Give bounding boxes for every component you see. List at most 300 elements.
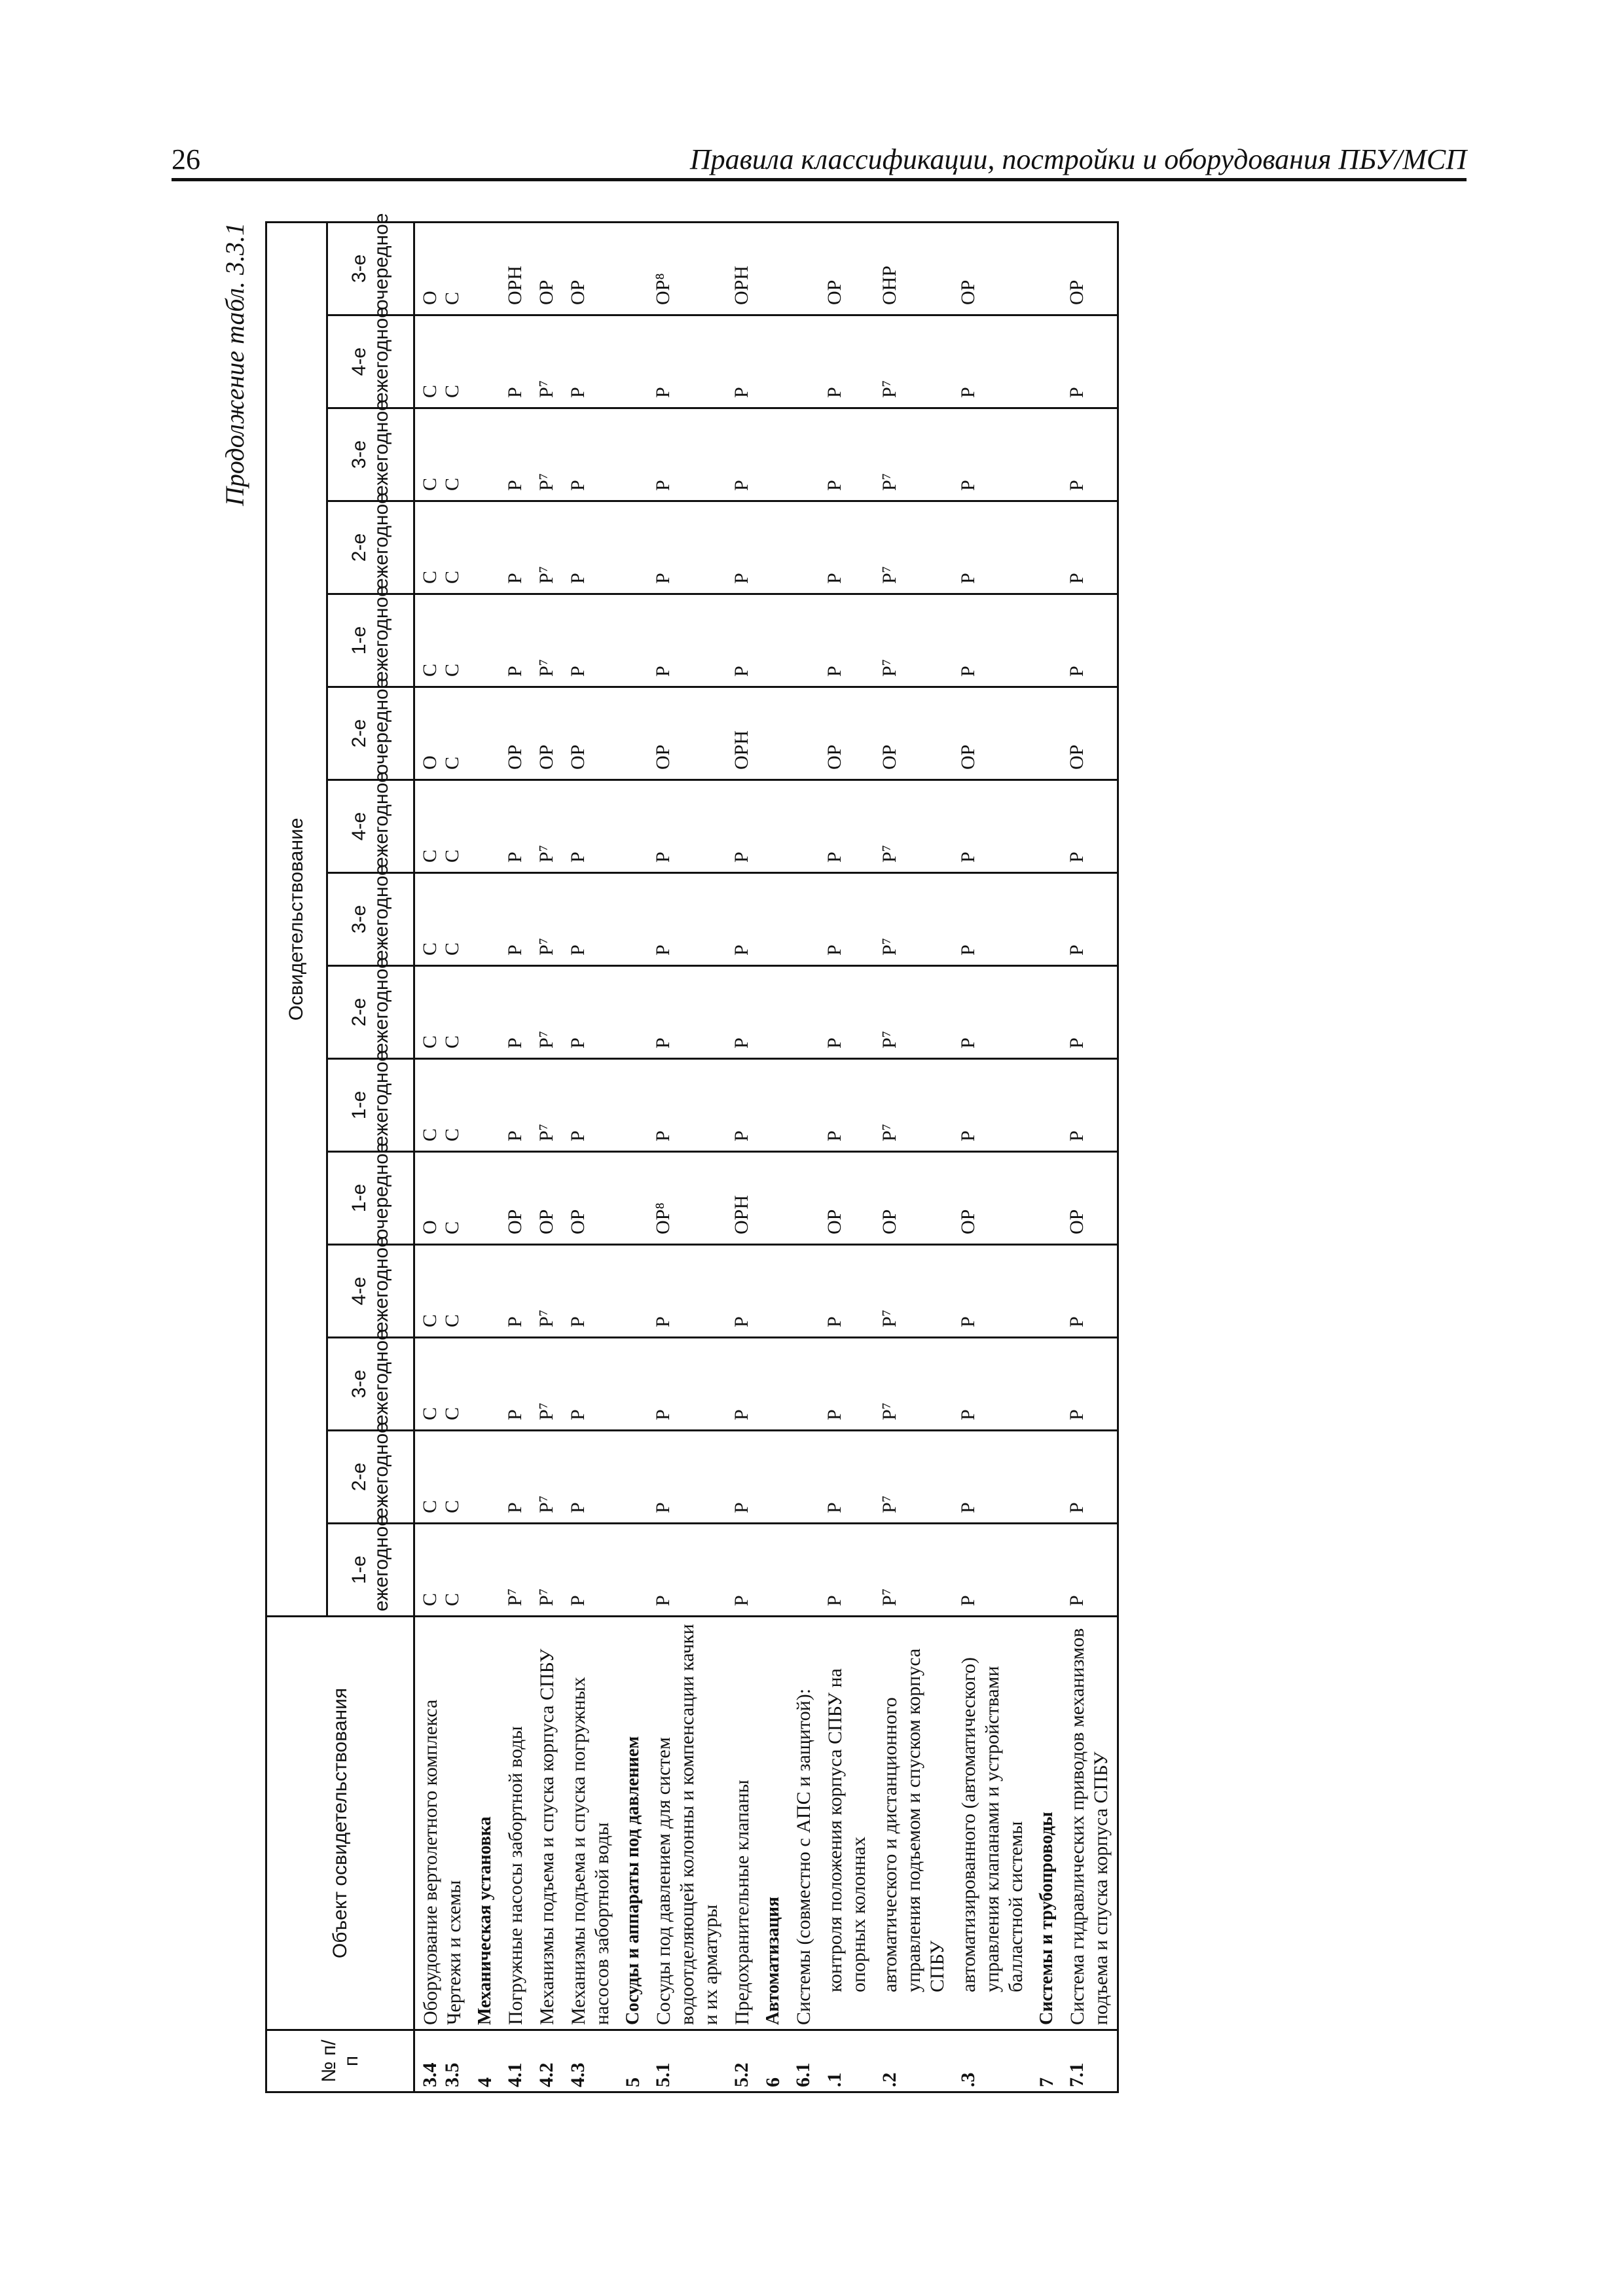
row-object <box>788 1617 820 2030</box>
survey-cell <box>618 1245 648 1338</box>
survey-cell: Р <box>820 1524 875 1617</box>
survey-cell: Р⁷ <box>875 1338 953 1431</box>
survey-cell: С С <box>414 873 471 966</box>
col-header-number: № п/п <box>266 2030 414 2092</box>
survey-cell <box>758 594 788 687</box>
survey-cell: Р <box>500 1059 532 1152</box>
survey-cell <box>758 315 788 408</box>
survey-cell <box>758 1152 788 1245</box>
survey-cell <box>1032 687 1062 780</box>
table-row <box>788 222 820 2092</box>
col-header-survey-9: 4-е ежегодное <box>327 780 414 873</box>
survey-cell <box>1032 1338 1062 1431</box>
survey-cell: Р <box>820 966 875 1059</box>
survey-cell <box>758 780 788 873</box>
survey-cell <box>758 222 788 315</box>
row-object <box>532 1617 563 2030</box>
survey-cell: Р <box>500 1338 532 1431</box>
survey-cell: Р⁷ <box>875 780 953 873</box>
survey-cell <box>618 966 648 1059</box>
table-row <box>875 222 953 2092</box>
survey-cell: Р <box>500 1431 532 1524</box>
survey-cell: Р <box>820 873 875 966</box>
survey-cell: ОР <box>563 1152 618 1245</box>
survey-cell: ОНР <box>875 222 953 315</box>
row-object-text: Механизмы подъема и спуска корпуса СПБУ <box>536 1648 558 2025</box>
survey-cell: Р <box>648 1431 727 1524</box>
survey-cell: Р⁷ <box>500 1524 532 1617</box>
row-object <box>953 1617 1032 2030</box>
survey-cell: Р <box>500 594 532 687</box>
table-row <box>618 222 648 2092</box>
table-row <box>500 222 532 2092</box>
col-header-survey-group: Освидетельствование <box>266 222 327 1616</box>
col-header-survey-3: 3-е ежегодное <box>327 1338 414 1431</box>
survey-cell: Р <box>953 315 1032 408</box>
survey-cell: Р <box>953 1059 1032 1152</box>
row-number: .3 <box>953 2030 1032 2092</box>
row-number: 7 <box>1032 2030 1062 2092</box>
survey-cell: Р <box>1062 966 1118 1059</box>
survey-cell <box>788 1152 820 1245</box>
survey-cell: ОРН <box>727 1152 758 1245</box>
survey-cell <box>758 687 788 780</box>
survey-cell <box>788 1245 820 1338</box>
survey-cell: Р <box>820 1338 875 1431</box>
row-number: 4.3 <box>563 2030 618 2092</box>
survey-cell <box>1032 1059 1062 1152</box>
survey-cell: С С <box>414 501 471 594</box>
survey-cell: Р⁷ <box>532 1245 563 1338</box>
survey-cell: Р <box>1062 1245 1118 1338</box>
survey-cell: Р⁷ <box>875 966 953 1059</box>
survey-cell: Р⁷ <box>875 501 953 594</box>
table-row <box>1032 222 1062 2092</box>
survey-cell: Р <box>1062 1059 1118 1152</box>
survey-cell: Р <box>727 315 758 408</box>
survey-cell: Р⁷ <box>532 408 563 501</box>
survey-cell: Р <box>1062 780 1118 873</box>
survey-cell <box>788 408 820 501</box>
survey-cell <box>618 222 648 315</box>
row-object <box>727 1617 758 2030</box>
survey-cell: Р <box>648 408 727 501</box>
col-header-survey-8: 3-е ежегодное <box>327 873 414 966</box>
survey-table <box>265 213 1119 2093</box>
survey-cell: Р <box>563 501 618 594</box>
row-object <box>563 1617 618 2030</box>
survey-cell <box>618 873 648 966</box>
survey-cell: Р <box>1062 315 1118 408</box>
survey-cell: ОР <box>875 687 953 780</box>
row-object <box>414 1617 471 2030</box>
table-row <box>758 222 788 2092</box>
survey-cell: ОР <box>820 1152 875 1245</box>
table-row <box>820 222 875 2092</box>
survey-cell: ОР⁸ <box>648 222 727 315</box>
survey-cell <box>788 1431 820 1524</box>
survey-cell: Р <box>1062 501 1118 594</box>
survey-cell: Р <box>727 780 758 873</box>
row-object <box>648 1617 727 2030</box>
survey-cell: Р⁷ <box>532 966 563 1059</box>
row-number: 5 <box>618 2030 648 2092</box>
survey-cell <box>618 1524 648 1617</box>
row-number: 5.2 <box>727 2030 758 2092</box>
survey-cell: ОРН <box>727 222 758 315</box>
row-object-text: контроля положения корпуса СПБУ на опорных колоннах <box>824 1668 869 1992</box>
survey-cell: Р <box>500 501 532 594</box>
survey-cell: ОР <box>500 1152 532 1245</box>
col-header-object: Объект освидетельствования <box>266 1617 414 2030</box>
survey-cell <box>1032 1245 1062 1338</box>
row-object <box>1062 1617 1118 2030</box>
survey-cell: ОР <box>875 1152 953 1245</box>
survey-cell: Р <box>820 1431 875 1524</box>
survey-cell <box>618 501 648 594</box>
row-object-text: Оборудование вертолетного комплекса Чертежи и схемы <box>420 1699 465 2025</box>
survey-cell: Р <box>648 1524 727 1617</box>
row-number: 6.1 <box>788 2030 820 2092</box>
survey-cell: Р <box>727 1059 758 1152</box>
survey-cell: С С <box>414 1338 471 1431</box>
col-header-survey-10: 2-е очередное <box>327 687 414 780</box>
survey-cell: Р <box>563 408 618 501</box>
survey-cell: Р <box>563 873 618 966</box>
survey-cell: Р <box>648 1338 727 1431</box>
survey-cell <box>618 408 648 501</box>
row-object <box>875 1617 953 2030</box>
survey-cell: Р <box>1062 1431 1118 1524</box>
survey-cell: Р <box>563 315 618 408</box>
survey-cell: Р <box>953 1431 1032 1524</box>
col-header-survey-15: 3-е очередное <box>327 222 414 315</box>
col-header-survey-4: 4-е ежегодное <box>327 1245 414 1338</box>
table-row <box>648 222 727 2092</box>
table-continuation-label: Продолжение табл. 3.3.1 <box>220 223 249 507</box>
row-number: 4.1 <box>500 2030 532 2092</box>
survey-cell <box>758 1059 788 1152</box>
survey-cell: Р⁷ <box>532 1431 563 1524</box>
survey-cell: Р <box>820 1059 875 1152</box>
survey-cell: ОР <box>648 687 727 780</box>
survey-cell: Р <box>727 873 758 966</box>
survey-cell: Р <box>648 1059 727 1152</box>
survey-cell <box>1032 222 1062 315</box>
row-object-text: Механическая установка <box>475 1816 495 2025</box>
survey-cell: Р <box>648 966 727 1059</box>
survey-cell: Р <box>648 501 727 594</box>
survey-cell: С С <box>414 1431 471 1524</box>
row-object-text: автоматизированного (автоматического) управления клапанами и устройствами балластной системы <box>958 1657 1027 1992</box>
survey-cell <box>758 1524 788 1617</box>
survey-cell: Р⁷ <box>532 594 563 687</box>
survey-cell <box>1032 966 1062 1059</box>
survey-cell <box>1032 1524 1062 1617</box>
row-object <box>758 1617 788 2030</box>
survey-cell: Р <box>727 501 758 594</box>
survey-cell <box>788 1059 820 1152</box>
survey-cell: Р <box>500 408 532 501</box>
rotated-table-container <box>219 213 1466 2093</box>
row-object-text: Погружные насосы забортной воды <box>505 1726 526 2025</box>
survey-cell: Р⁷ <box>875 873 953 966</box>
table-row <box>532 222 563 2092</box>
survey-cell <box>1032 1152 1062 1245</box>
survey-cell <box>1032 1431 1062 1524</box>
survey-cell <box>788 222 820 315</box>
col-header-survey-12: 2-е ежегодное <box>327 501 414 594</box>
col-header-survey-13: 3-е ежегодное <box>327 408 414 501</box>
survey-cell: Р <box>563 780 618 873</box>
survey-cell <box>618 594 648 687</box>
survey-cell: ОР⁸ <box>648 1152 727 1245</box>
row-number: 4 <box>470 2030 500 2092</box>
survey-cell: С С <box>414 1059 471 1152</box>
row-number: 4.2 <box>532 2030 563 2092</box>
survey-cell: Р <box>648 315 727 408</box>
table-row <box>414 222 471 2092</box>
survey-cell: Р <box>953 966 1032 1059</box>
survey-cell: Р <box>953 1338 1032 1431</box>
survey-cell: С С <box>414 966 471 1059</box>
row-object-text: Механизмы подъема и спуска погружных насосов забортной воды <box>568 1677 613 2025</box>
survey-cell: Р <box>648 873 727 966</box>
survey-cell <box>1032 780 1062 873</box>
survey-cell: ОР <box>953 222 1032 315</box>
survey-cell <box>788 780 820 873</box>
row-number: 6 <box>758 2030 788 2092</box>
survey-cell <box>788 1524 820 1617</box>
survey-cell: ОР <box>820 687 875 780</box>
survey-cell: ОР <box>1062 1152 1118 1245</box>
row-number: 3.4 3.5 <box>414 2030 471 2092</box>
survey-cell: С С <box>414 1245 471 1338</box>
survey-cell <box>470 222 500 315</box>
row-object-text: Системы и трубопроводы <box>1036 1812 1057 2025</box>
survey-cell <box>470 408 500 501</box>
survey-cell <box>788 315 820 408</box>
survey-cell: Р <box>648 594 727 687</box>
table-row <box>563 222 618 2092</box>
survey-cell: Р <box>1062 1338 1118 1431</box>
survey-cell: Р⁷ <box>875 1431 953 1524</box>
survey-cell: Р⁷ <box>532 1524 563 1617</box>
survey-cell <box>1032 315 1062 408</box>
survey-cell: Р <box>500 873 532 966</box>
row-object-text: Сосуды под давлением для систем водоотделяющей колонны и компенсации качки и их арматуры <box>653 1624 721 2025</box>
survey-cell: Р <box>953 594 1032 687</box>
survey-cell: С С <box>414 315 471 408</box>
survey-cell: ОР <box>500 687 532 780</box>
survey-cell: Р <box>500 315 532 408</box>
col-header-survey-6: 1-е ежегодное <box>327 1059 414 1152</box>
survey-cell: ОР <box>563 222 618 315</box>
survey-cell: Р <box>563 966 618 1059</box>
survey-cell: Р <box>820 780 875 873</box>
row-object-text: автоматического и дистанционного управления подъемом и спуском корпуса СПБУ <box>879 1648 948 1992</box>
col-header-survey-5: 1-е очередное <box>327 1152 414 1245</box>
survey-cell <box>470 1431 500 1524</box>
survey-cell <box>470 1338 500 1431</box>
survey-cell: ОР <box>820 222 875 315</box>
survey-cell: Р <box>820 594 875 687</box>
col-header-survey-7: 2-е ежегодное <box>327 966 414 1059</box>
page-header <box>172 143 1467 182</box>
col-header-survey-11: 1-е ежегодное <box>327 594 414 687</box>
row-object-text: Система гидравлических приводов механизмов подъема и спуска корпуса СПБУ <box>1067 1628 1112 2025</box>
survey-cell <box>470 315 500 408</box>
row-object <box>470 1617 500 2030</box>
table-row <box>953 222 1032 2092</box>
survey-cell <box>758 1338 788 1431</box>
survey-cell: Р <box>953 1524 1032 1617</box>
survey-cell: Р <box>563 1431 618 1524</box>
survey-cell: Р <box>820 408 875 501</box>
col-header-survey-14: 4-е ежегодное <box>327 315 414 408</box>
survey-cell <box>618 1338 648 1431</box>
survey-cell <box>788 687 820 780</box>
survey-cell: ОР <box>1062 222 1118 315</box>
survey-cell <box>1032 594 1062 687</box>
row-number: .2 <box>875 2030 953 2092</box>
survey-cell <box>1032 501 1062 594</box>
survey-cell <box>758 966 788 1059</box>
survey-cell <box>618 1152 648 1245</box>
survey-cell <box>470 873 500 966</box>
survey-cell: Р <box>953 408 1032 501</box>
survey-cell: Р <box>953 1245 1032 1338</box>
survey-cell: Р <box>727 966 758 1059</box>
survey-cell: С С <box>414 594 471 687</box>
survey-cell: Р⁷ <box>875 315 953 408</box>
row-object <box>1032 1617 1062 2030</box>
row-object <box>618 1617 648 2030</box>
survey-cell <box>618 780 648 873</box>
survey-cell <box>470 1152 500 1245</box>
survey-cell: Р⁷ <box>875 408 953 501</box>
survey-cell: ОР <box>532 687 563 780</box>
row-number: 5.1 <box>648 2030 727 2092</box>
survey-cell: О С <box>414 1152 471 1245</box>
survey-cell: О С <box>414 687 471 780</box>
survey-cell <box>618 315 648 408</box>
survey-cell <box>788 966 820 1059</box>
row-number: 7.1 <box>1062 2030 1118 2092</box>
survey-cell: Р <box>727 408 758 501</box>
header-rule <box>172 178 1467 181</box>
survey-cell: Р <box>648 1245 727 1338</box>
survey-cell <box>470 780 500 873</box>
survey-cell <box>618 1059 648 1152</box>
survey-cell <box>788 873 820 966</box>
row-object-text: Предохранительные клапаны <box>731 1780 753 2025</box>
survey-cell: Р⁷ <box>532 873 563 966</box>
survey-cell: Р <box>727 1338 758 1431</box>
survey-cell <box>470 687 500 780</box>
survey-cell: Р⁷ <box>875 594 953 687</box>
survey-cell: Р <box>500 966 532 1059</box>
col-header-survey-1: 1-е ежегодное <box>327 1524 414 1617</box>
survey-cell <box>618 687 648 780</box>
survey-cell: ОР <box>532 222 563 315</box>
survey-cell: Р⁷ <box>532 501 563 594</box>
survey-cell: Р <box>563 1524 618 1617</box>
survey-cell <box>470 1524 500 1617</box>
survey-cell: Р <box>820 501 875 594</box>
survey-cell: ОР <box>953 687 1032 780</box>
survey-cell: Р <box>727 1431 758 1524</box>
survey-cell <box>758 1245 788 1338</box>
survey-cell: ОР <box>1062 687 1118 780</box>
survey-cell: Р <box>1062 408 1118 501</box>
survey-cell: Р <box>820 315 875 408</box>
survey-cell: С С <box>414 408 471 501</box>
survey-cell: Р <box>1062 1524 1118 1617</box>
survey-cell: Р <box>727 1245 758 1338</box>
survey-cell: Р⁷ <box>532 315 563 408</box>
row-object <box>820 1617 875 2030</box>
survey-cell <box>470 966 500 1059</box>
survey-cell: Р <box>563 594 618 687</box>
survey-cell: Р <box>953 501 1032 594</box>
survey-cell: ОР <box>532 1152 563 1245</box>
table-row <box>727 222 758 2092</box>
survey-cell: Р <box>953 780 1032 873</box>
survey-cell: Р <box>727 1524 758 1617</box>
table-row <box>470 222 500 2092</box>
survey-cell: Р <box>563 1338 618 1431</box>
survey-cell <box>470 594 500 687</box>
survey-cell: Р <box>727 594 758 687</box>
row-object-text: Системы (совместно с АПС и защитой): <box>793 1688 814 2025</box>
survey-cell <box>470 1059 500 1152</box>
survey-cell: ОР <box>563 687 618 780</box>
survey-cell <box>788 1338 820 1431</box>
survey-cell: Р <box>953 873 1032 966</box>
page-number: 26 <box>172 143 200 175</box>
survey-cell: Р <box>563 1245 618 1338</box>
survey-cell <box>618 1431 648 1524</box>
survey-cell: С С <box>414 1524 471 1617</box>
col-header-survey-2: 2-е ежегодное <box>327 1431 414 1524</box>
survey-cell: Р⁷ <box>532 780 563 873</box>
survey-cell <box>758 408 788 501</box>
survey-cell: ОРН <box>727 687 758 780</box>
survey-cell: Р⁷ <box>532 1338 563 1431</box>
survey-cell: Р <box>500 780 532 873</box>
survey-cell: Р <box>1062 873 1118 966</box>
survey-cell: О С <box>414 222 471 315</box>
survey-cell: Р⁷ <box>532 1059 563 1152</box>
survey-cell <box>758 873 788 966</box>
survey-cell: ОР <box>953 1152 1032 1245</box>
survey-cell: ОРН <box>500 222 532 315</box>
survey-cell <box>758 501 788 594</box>
survey-cell: Р⁷ <box>875 1059 953 1152</box>
row-object-text: Автоматизация <box>763 1896 783 2025</box>
survey-cell <box>1032 408 1062 501</box>
survey-cell <box>788 501 820 594</box>
survey-cell: С С <box>414 780 471 873</box>
row-object <box>500 1617 532 2030</box>
table-row <box>1062 222 1118 2092</box>
survey-cell <box>470 1245 500 1338</box>
row-object-text: Сосуды и аппараты под давлением <box>623 1736 643 2025</box>
row-number: .1 <box>820 2030 875 2092</box>
survey-cell: Р⁷ <box>875 1524 953 1617</box>
survey-cell: Р <box>820 1245 875 1338</box>
